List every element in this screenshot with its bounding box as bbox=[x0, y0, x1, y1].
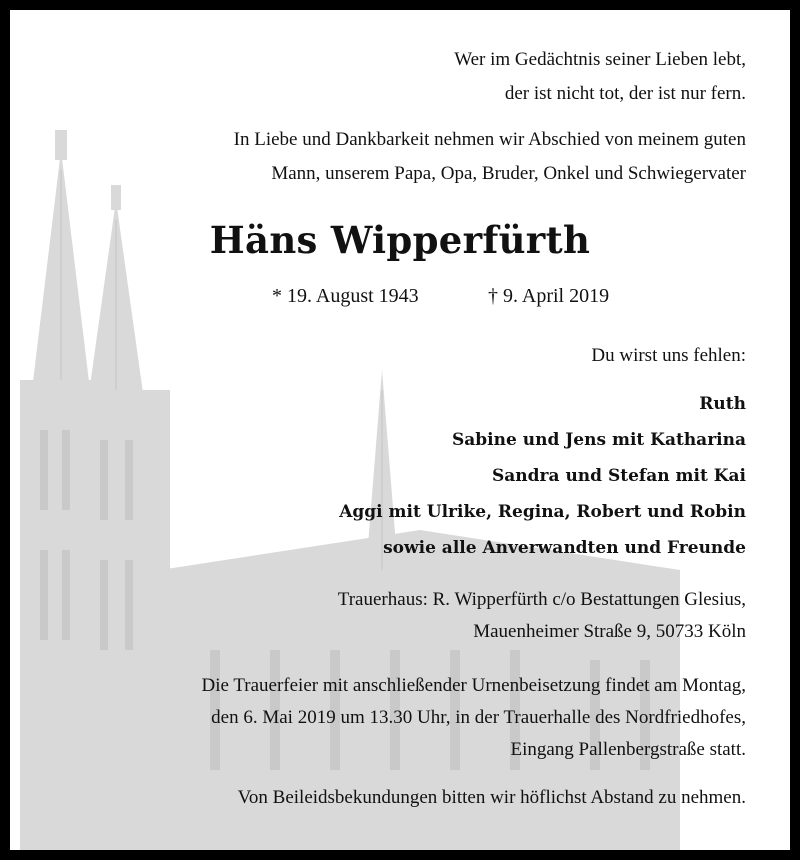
mourner-4: Aggi mit Ulrike, Regina, Robert und Robin bbox=[339, 502, 746, 522]
motto-line-2: der ist nicht tot, der ist nur fern. bbox=[504, 83, 746, 104]
closing-line: Von Beileidsbekundungen bitten wir höflichst Abstand zu nehmen. bbox=[237, 787, 746, 808]
intro-line-2: Mann, unserem Papa, Opa, Bruder, Onkel und Schwiegervater bbox=[271, 163, 746, 184]
miss-line: Du wirst uns fehlen: bbox=[591, 345, 746, 366]
mourner-2: Sabine und Jens mit Katharina bbox=[452, 430, 746, 450]
address-line-1: Trauerhaus: R. Wipperfürth c/o Bestattungen Glesius, bbox=[337, 589, 746, 610]
ceremony-line-3: Eingang Pallenbergstraße statt. bbox=[510, 739, 746, 760]
deceased-name: Häns Wipperfürth bbox=[209, 218, 591, 262]
mourner-5: sowie alle Anverwandten und Freunde bbox=[383, 538, 746, 558]
death-date: † 9. April 2019 bbox=[488, 285, 610, 307]
intro-line-1: In Liebe und Dankbarkeit nehmen wir Abschied von meinem guten bbox=[233, 129, 746, 150]
address-line-2: Mauenheimer Straße 9, 50733 Köln bbox=[473, 621, 746, 642]
ceremony-line-1: Die Trauerfeier mit anschließender Urnenbeisetzung findet am Montag, bbox=[201, 675, 746, 696]
mourner-3: Sandra und Stefan mit Kai bbox=[492, 466, 746, 486]
motto-line-1: Wer im Gedächtnis seiner Lieben lebt, bbox=[454, 49, 746, 70]
birth-date: * 19. August 1943 bbox=[272, 285, 419, 307]
obituary-text bbox=[10, 10, 790, 850]
ceremony-line-2: den 6. Mai 2019 um 13.30 Uhr, in der Trauerhalle des Nordfriedhofes, bbox=[211, 707, 746, 728]
mourner-1: Ruth bbox=[699, 394, 746, 414]
